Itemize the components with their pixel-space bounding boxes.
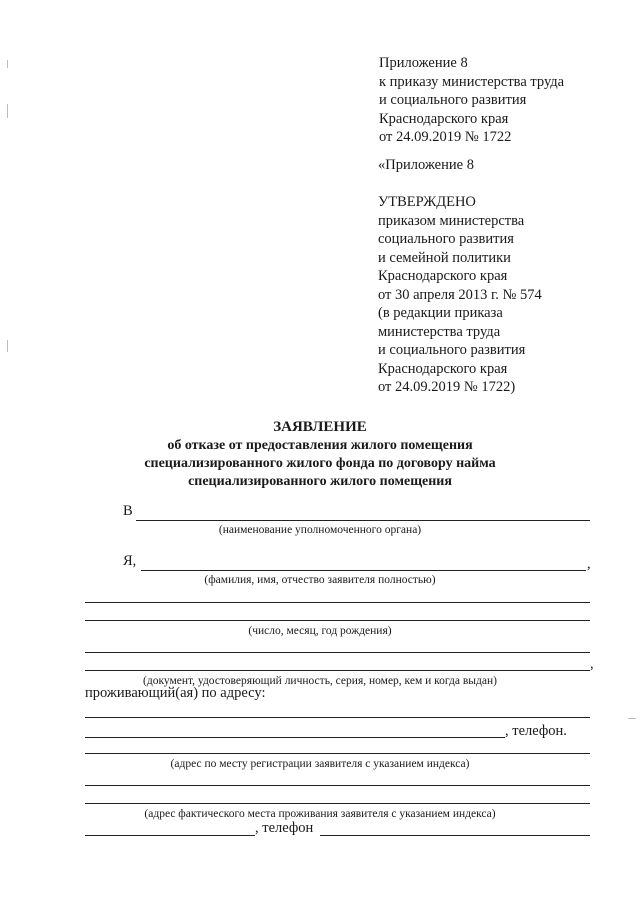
document-subtitle-line: специализированного жилого помещения: [188, 474, 452, 489]
i-prefix: Я,: [123, 553, 137, 569]
reg-address-field-line-1[interactable]: [85, 717, 590, 718]
comma: ,: [587, 556, 591, 572]
approval-line: от 30 апреля 2013 г. № 574: [378, 286, 542, 303]
approval-spacer: [378, 175, 542, 194]
approval-line: приказом министерства: [378, 212, 525, 229]
dob-field-line-1[interactable]: [85, 602, 590, 603]
reg-address-field-line-2[interactable]: [85, 737, 505, 738]
id-doc-field-line-2[interactable]: [85, 670, 590, 671]
approval-line: от 24.09.2019 № 1722): [378, 379, 516, 395]
header-line: от 24.09.2019 № 1722: [379, 129, 512, 145]
document-subtitle-line: специализированного жилого фонда по договору найма: [144, 456, 496, 471]
approval-block: [378, 156, 542, 397]
approval-line: «Приложение 8: [378, 157, 474, 173]
phone-label: , телефон.: [505, 723, 567, 739]
authority-caption: (наименование уполномоченного органа): [218, 524, 422, 536]
to-prefix: В: [123, 503, 133, 519]
approval-line: Краснодарского края: [378, 360, 508, 377]
dob-field-line-2[interactable]: [85, 620, 590, 621]
approval-line: и социального развития: [378, 342, 526, 358]
header-line: Приложение 8: [379, 55, 468, 71]
approval-line: Краснодарского края: [378, 268, 508, 284]
document-subtitle-line: об отказе от предоставления жилого помещения: [167, 438, 473, 453]
approval-line: УТВЕРЖДЕНО: [378, 194, 476, 210]
approval-line: и семейной политики: [378, 249, 511, 266]
id-doc-caption: (документ, удостоверяющий личность, серия, номер, кем и когда выдан): [143, 675, 497, 687]
scan-mark: [7, 340, 8, 352]
fact-address-field-line-1[interactable]: [85, 785, 590, 786]
dob-caption: (число, месяц, год рождения): [248, 625, 392, 637]
scan-mark: [628, 718, 636, 719]
approval-line: министерства труда: [378, 323, 501, 340]
authority-field[interactable]: [136, 520, 590, 521]
reg-address-field-line-3[interactable]: [85, 753, 590, 754]
phone-label: , телефон: [255, 820, 314, 836]
fullname-field[interactable]: [141, 570, 586, 571]
fact-address-field-line-2[interactable]: [85, 803, 590, 804]
residing-label: проживающий(ая) по адресу:: [85, 685, 266, 701]
comma: ,: [590, 656, 594, 672]
header-block: [379, 54, 564, 147]
header-line: Краснодарского края: [379, 110, 509, 127]
header-line: к приказу министерства труда: [379, 73, 565, 90]
header-line: и социального развития: [379, 92, 527, 108]
phone-field[interactable]: [320, 835, 590, 836]
scan-mark: [7, 104, 8, 118]
id-doc-field-line-1[interactable]: [85, 652, 590, 653]
final-field[interactable]: [85, 835, 255, 836]
reg-address-caption: (адрес по месту регистрации заявителя с указанием индекса): [170, 758, 470, 770]
fullname-caption: (фамилия, имя, отчество заявителя полностью): [204, 574, 436, 586]
approval-line: (в редакции приказа: [378, 305, 503, 321]
scan-mark: [7, 60, 8, 68]
fact-address-caption: (адрес фактического места проживания заявителя с указанием индекса): [144, 808, 496, 820]
document-title: ЗАЯВЛЕНИЕ: [273, 419, 367, 435]
approval-line: социального развития: [378, 231, 514, 247]
